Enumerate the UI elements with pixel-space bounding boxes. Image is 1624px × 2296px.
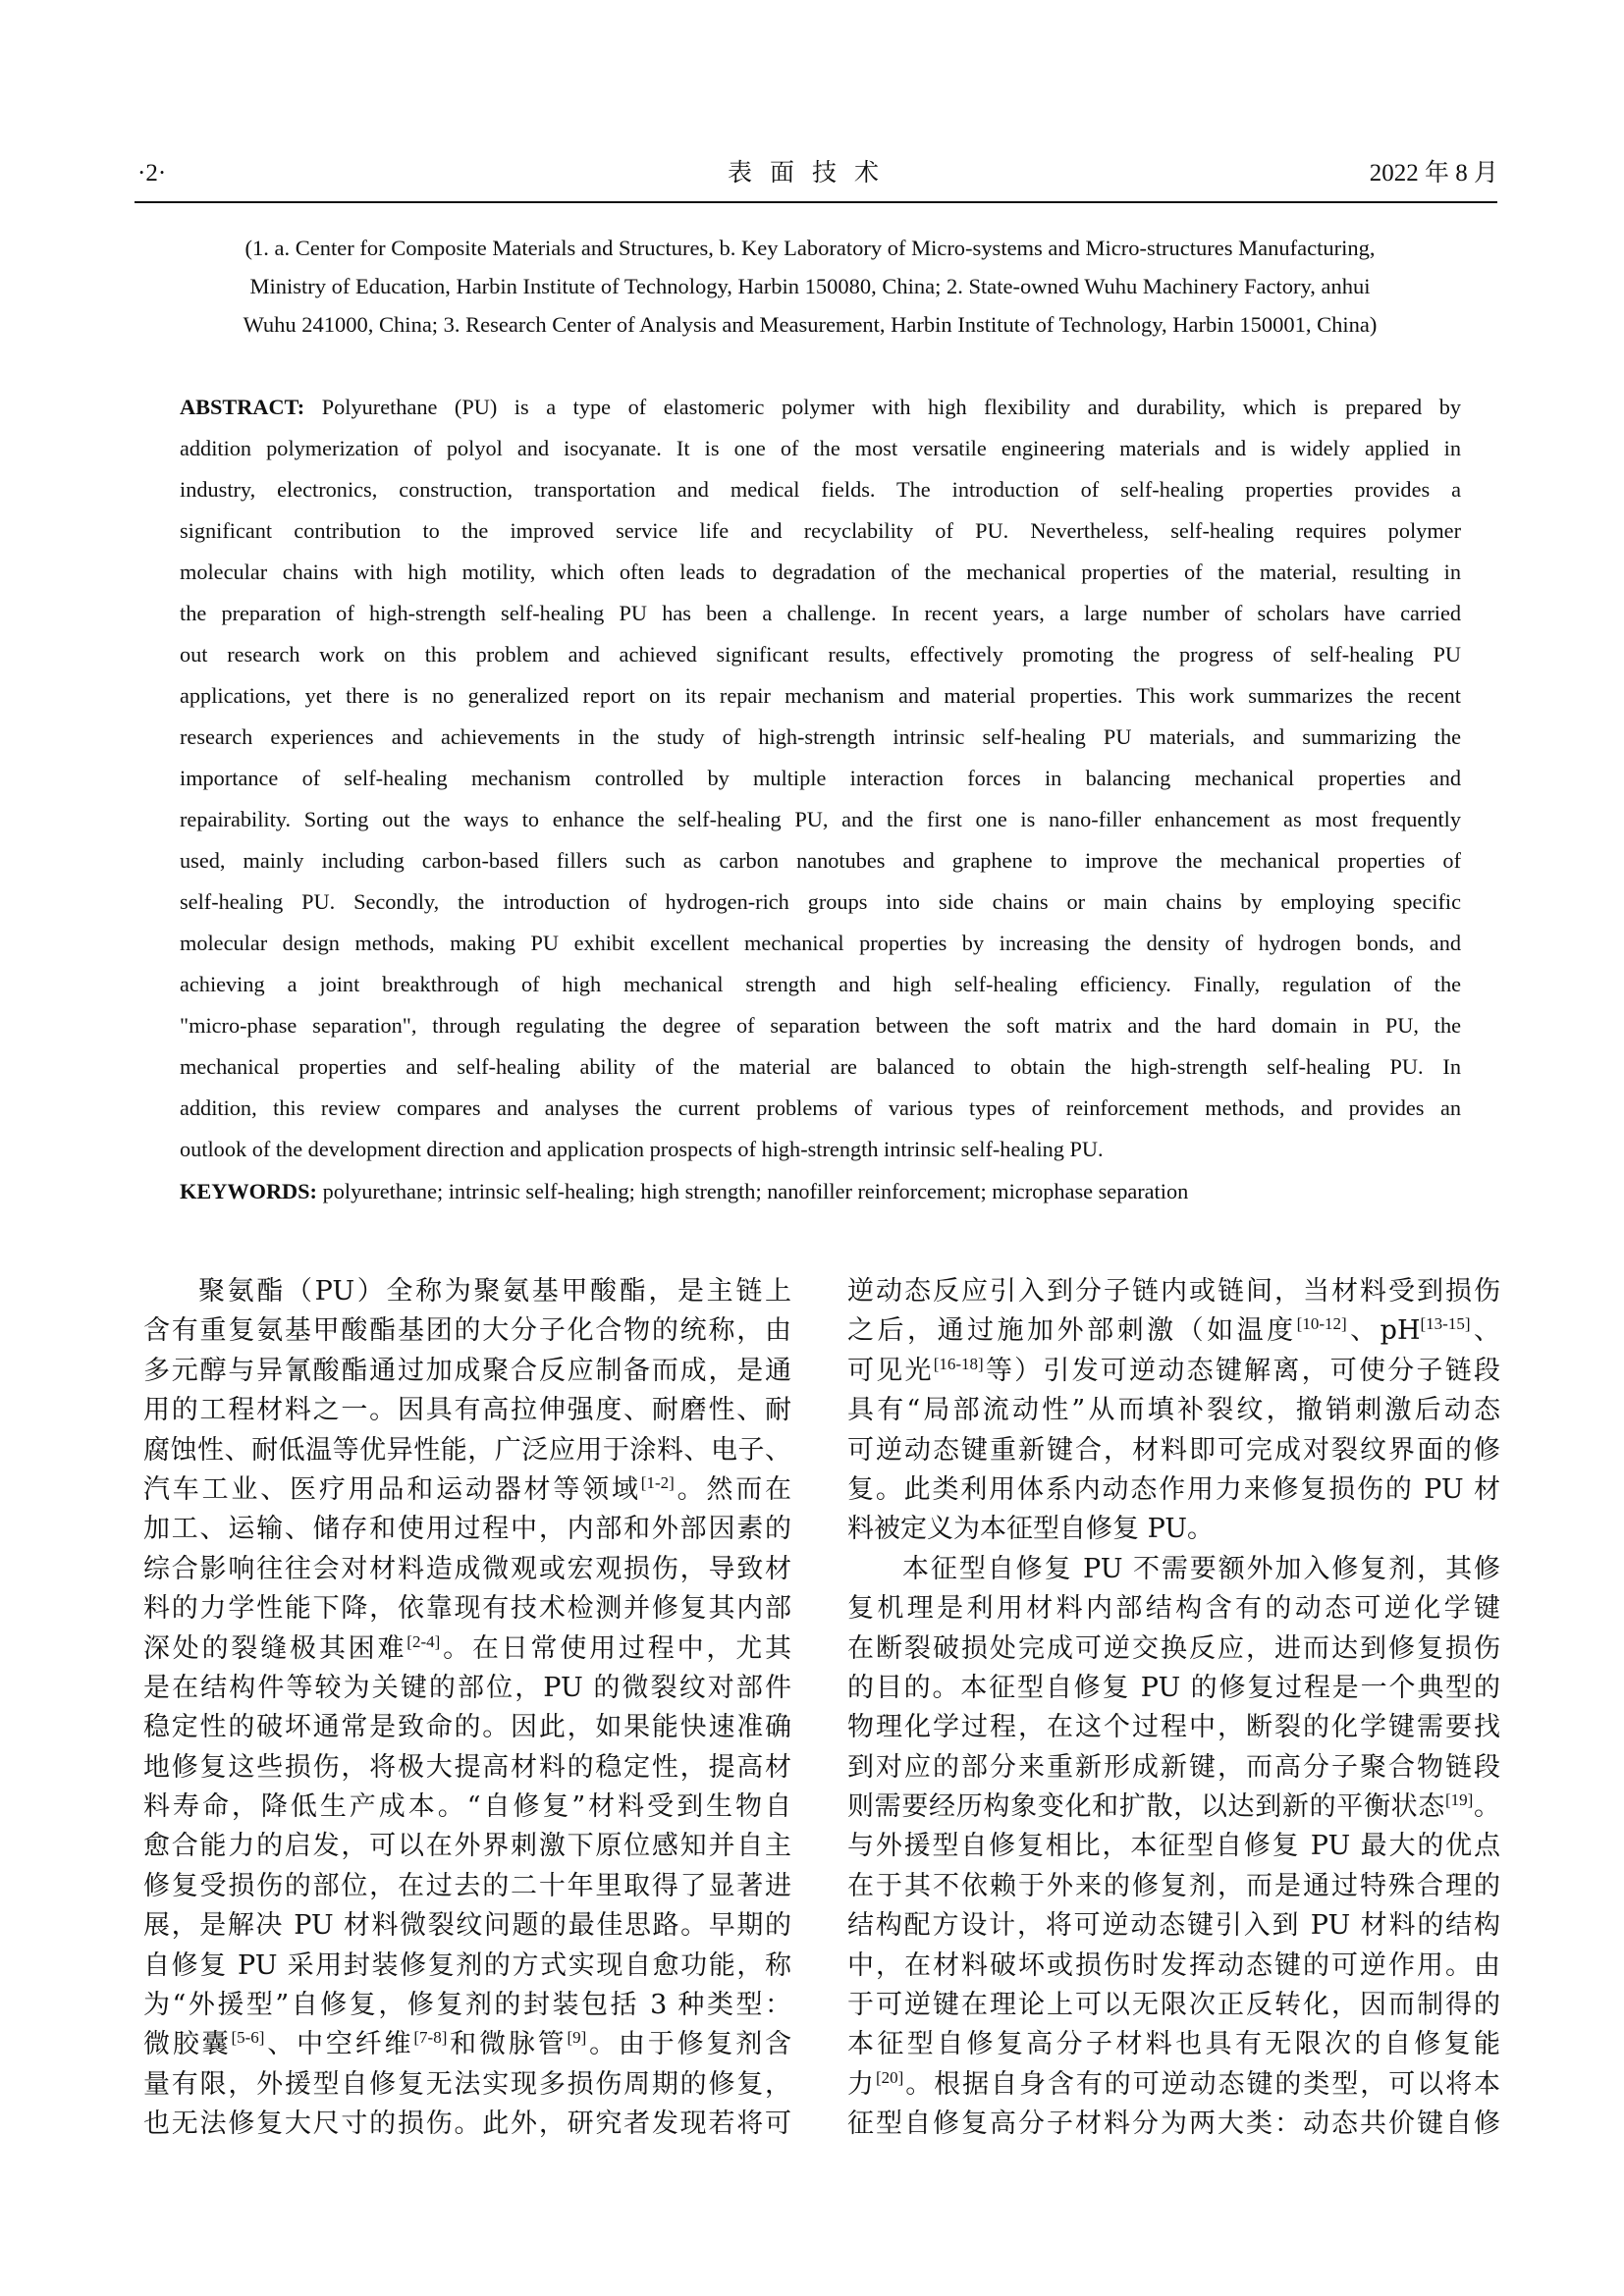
body-line: 含有重复氨基甲酸酯基团的大分子化合物的统称，由 [143, 1315, 791, 1347]
body-line: 结构配方设计，将可逆动态键引入到 PU 材料的结构 [847, 1910, 1500, 1942]
body-line: 之后，通过施加外部刺激（如温度[10-12]、pH[13-15]、 [847, 1314, 1500, 1347]
abstract-line: ABSTRACT: Polyurethane (PU) is a type of elastomeric polymer with high flexibility and durability, which is prepared by [180, 395, 1461, 419]
abstract-line: out research work on this problem and achieved significant results, effectively promoting the progress of self-healing PU [180, 642, 1461, 667]
citation-ref: [13-15] [1420, 1314, 1471, 1334]
abstract-line: significant contribution to the improved service life and recyclability of PU. Nevertheless, self-healing requires polymer [180, 518, 1461, 543]
citation-ref: [5-6] [231, 2028, 265, 2048]
citation-ref: [10-12] [1296, 1314, 1347, 1334]
abstract-line: achieving a joint breakthrough of high mechanical strength and high self-healing efficiency. Finally, regulation of the [180, 972, 1461, 996]
abstract-line: repairability. Sorting out the ways to enhance the self-healing PU, and the first one is nano-filler enhancement as most frequently [180, 807, 1461, 831]
abstract-line: molecular chains with high motility, which often leads to degradation of the mechanical properties of the material, resulting in [180, 560, 1461, 584]
abstract-line: mechanical properties and self-healing ability of the material are balanced to obtain the high-strength self-healing PU. In [180, 1054, 1461, 1079]
body-line: 于可逆键在理论上可以无限次正反转化，因而制得的 [847, 1990, 1500, 2021]
body-line: 综合影响往往会对材料造成微观或宏观损伤，导致材 [143, 1553, 791, 1584]
page-number: ·2· [137, 160, 167, 187]
abstract-label: ABSTRACT: [180, 395, 305, 419]
abstract-line: research experiences and achievements in the study of high-strength intrinsic self-healing PU materials, and summarizing the [180, 724, 1461, 749]
abstract-line: addition polymerization of polyol and isocyanate. It is one of the most versatile engineering materials and is widely applied in [180, 436, 1461, 460]
affiliation-line: (1. a. Center for Composite Materials and Structures, b. Key Laboratory of Micro-systems and Micro-structures Manufacturing, [244, 236, 1376, 260]
body-line: 料的力学性能下降，依靠现有技术检测并修复其内部 [143, 1593, 791, 1625]
body-line: 到对应的部分来重新形成新键，而高分子聚合物链段 [847, 1751, 1500, 1783]
keywords-text: polyurethane; intrinsic self-healing; high strength; nanofiller reinforcement; microphase separation [317, 1179, 1189, 1203]
keywords-label: KEYWORDS: [180, 1179, 317, 1203]
citation-ref: [1-2] [640, 1472, 675, 1492]
body-line: 腐蚀性、耐低温等优异性能，广泛应用于涂料、电子、 [143, 1434, 791, 1466]
body-column-right [847, 1272, 1500, 2145]
body-line: 聚氨酯（PU）全称为聚氨基甲酸酯，是主链上 [198, 1276, 791, 1307]
citation-ref: [2-4] [406, 1631, 441, 1651]
abstract-line: addition, this review compares and analyses the current problems of various types of reinforcement methods, and provides an [180, 1095, 1461, 1120]
issue-date: 2022 年 8 月 [1369, 160, 1498, 187]
header-rule [135, 201, 1497, 203]
abstract-line: "micro-phase separation", through regulating the degree of separation between the soft matrix and the hard domain in PU, the [180, 1013, 1461, 1038]
journal-title: 表面技术 [727, 160, 896, 187]
body-line: 征型自修复高分子材料分为两大类：动态共价键自修 [847, 2109, 1500, 2140]
body-line: 中，在材料破坏或损伤时发挥动态键的可逆作用。由 [847, 1949, 1500, 1981]
body-line: 深处的裂缝极其困难[2-4]。在日常使用过程中，尤其 [143, 1631, 791, 1664]
body-line: 可见光[16-18]等）引发可逆动态键解离，可使分子链段 [847, 1354, 1500, 1386]
body-line: 的目的。本征型自修复 PU 的修复过程是一个典型的 [847, 1672, 1500, 1703]
body-line: 加工、运输、储存和使用过程中，内部和外部因素的 [143, 1514, 791, 1545]
body-line: 是在结构件等较为关键的部位，PU 的微裂纹对部件 [143, 1672, 791, 1703]
body-line: 复机理是利用材料内部结构含有的动态可逆化学键 [847, 1593, 1500, 1625]
body-line: 也无法修复大尺寸的损伤。此外，研究者发现若将可 [143, 2109, 791, 2140]
body-column-left [143, 1272, 791, 2145]
body-line: 为“外援型”自修复，修复剂的封装包括 3 种类型： [143, 1990, 791, 2021]
body-line: 微胶囊[5-6]、中空纤维[7-8]和微脉管[9]。由于修复剂含 [143, 2028, 791, 2060]
abstract-line: molecular design methods, making PU exhibit excellent mechanical properties by increasing the density of hydrogen bonds, and [180, 931, 1461, 955]
body-line: 在断裂破损处完成可逆交换反应，进而达到修复损伤 [847, 1632, 1500, 1664]
body-line: 料被定义为本征型自修复 PU。 [847, 1514, 1215, 1545]
abstract-line: applications, yet there is no generalized report on its repair mechanism and material properties. This work summarizes the recent [180, 683, 1461, 708]
abstract [180, 387, 1461, 1170]
body-line: 复。此类利用体系内动态作用力来修复损伤的 PU 材 [847, 1473, 1500, 1505]
citation-ref: [19] [1445, 1790, 1474, 1810]
abstract-line: outlook of the development direction and application prospects of high-strength intrinsic self-healing PU. [180, 1137, 1104, 1161]
body-line: 展，是解决 PU 材料微裂纹问题的最佳思路。早期的 [143, 1910, 791, 1942]
body-line: 具有“局部流动性”从而填补裂纹，撤销刺激后动态 [847, 1395, 1500, 1426]
body-line: 汽车工业、医疗用品和运动器材等领域[1-2]。然而在 [143, 1472, 791, 1505]
body-line: 本征型自修复 PU 不需要额外加入修复剂，其修 [902, 1553, 1500, 1584]
body-line: 多元醇与异氰酸酯通过加成聚合反应制备而成，是通 [143, 1355, 791, 1386]
body-line: 可逆动态键重新键合，材料即可完成对裂纹界面的修 [847, 1434, 1500, 1466]
body-line: 逆动态反应引入到分子链内或链间，当材料受到损伤 [847, 1276, 1500, 1307]
body-line: 则需要经历构象变化和扩散，以达到新的平衡状态[19]。 [847, 1790, 1500, 1823]
body-line: 修复受损伤的部位，在过去的二十年里取得了显著进 [143, 1870, 791, 1901]
body-line: 与外援型自修复相比，本征型自修复 PU 最大的优点 [847, 1831, 1500, 1862]
abstract-line: used, mainly including carbon-based fillers such as carbon nanotubes and graphene to improve the mechanical properties of [180, 848, 1461, 873]
affiliation-line: Ministry of Education, Harbin Institute of Technology, Harbin 150080, China; 2. State-owned Wuhu Machinery Factory, anhui [249, 274, 1371, 298]
abstract-line: the preparation of high-strength self-healing PU has been a challenge. In recent years, a large number of scholars have carried [180, 601, 1461, 625]
affiliations [147, 229, 1473, 344]
body-line: 量有限，外援型自修复无法实现多损伤周期的修复， [143, 2068, 791, 2100]
affiliation-line: Wuhu 241000, China; 3. Research Center of Analysis and Measurement, Harbin Institute of Technology, Harbin 150001, China) [243, 312, 1378, 337]
citation-ref: [20] [875, 2067, 904, 2087]
abstract-line: importance of self-healing mechanism controlled by multiple interaction forces in balancing mechanical properties and [180, 766, 1461, 790]
body-line: 料寿命，降低生产成本。“自修复”材料受到生物自 [143, 1791, 791, 1823]
body-line: 愈合能力的启发，可以在外界刺激下原位感知并自主 [143, 1831, 791, 1862]
body-line: 在于其不依赖于外来的修复剂，而是通过特殊合理的 [847, 1870, 1500, 1901]
body-line: 用的工程材料之一。因具有高拉伸强度、耐磨性、耐 [143, 1395, 791, 1426]
body-line: 物理化学过程，在这个过程中，断裂的化学键需要找 [847, 1712, 1500, 1743]
citation-ref: [9] [567, 2028, 587, 2048]
body-line: 地修复这些损伤，将极大提高材料的稳定性，提高材 [143, 1751, 791, 1783]
body-line: 自修复 PU 采用封装修复剂的方式实现自愈功能，称 [143, 1949, 791, 1981]
citation-ref: [7-8] [413, 2028, 448, 2048]
citation-ref: [16-18] [933, 1354, 984, 1373]
body-line: 本征型自修复高分子材料也具有无限次的自修复能 [847, 2029, 1500, 2060]
keywords [180, 1171, 1188, 1212]
body-line: 力[20]。根据自身含有的可逆动态键的类型，可以将本 [847, 2067, 1500, 2100]
abstract-line: self-healing PU. Secondly, the introduction of hydrogen-rich groups into side chains or main chains by employing specific [180, 889, 1461, 914]
body-line: 稳定性的破坏通常是致命的。因此，如果能快速准确 [143, 1712, 791, 1743]
abstract-line: industry, electronics, construction, transportation and medical fields. The introduction of self-healing properties provides a [180, 477, 1461, 502]
